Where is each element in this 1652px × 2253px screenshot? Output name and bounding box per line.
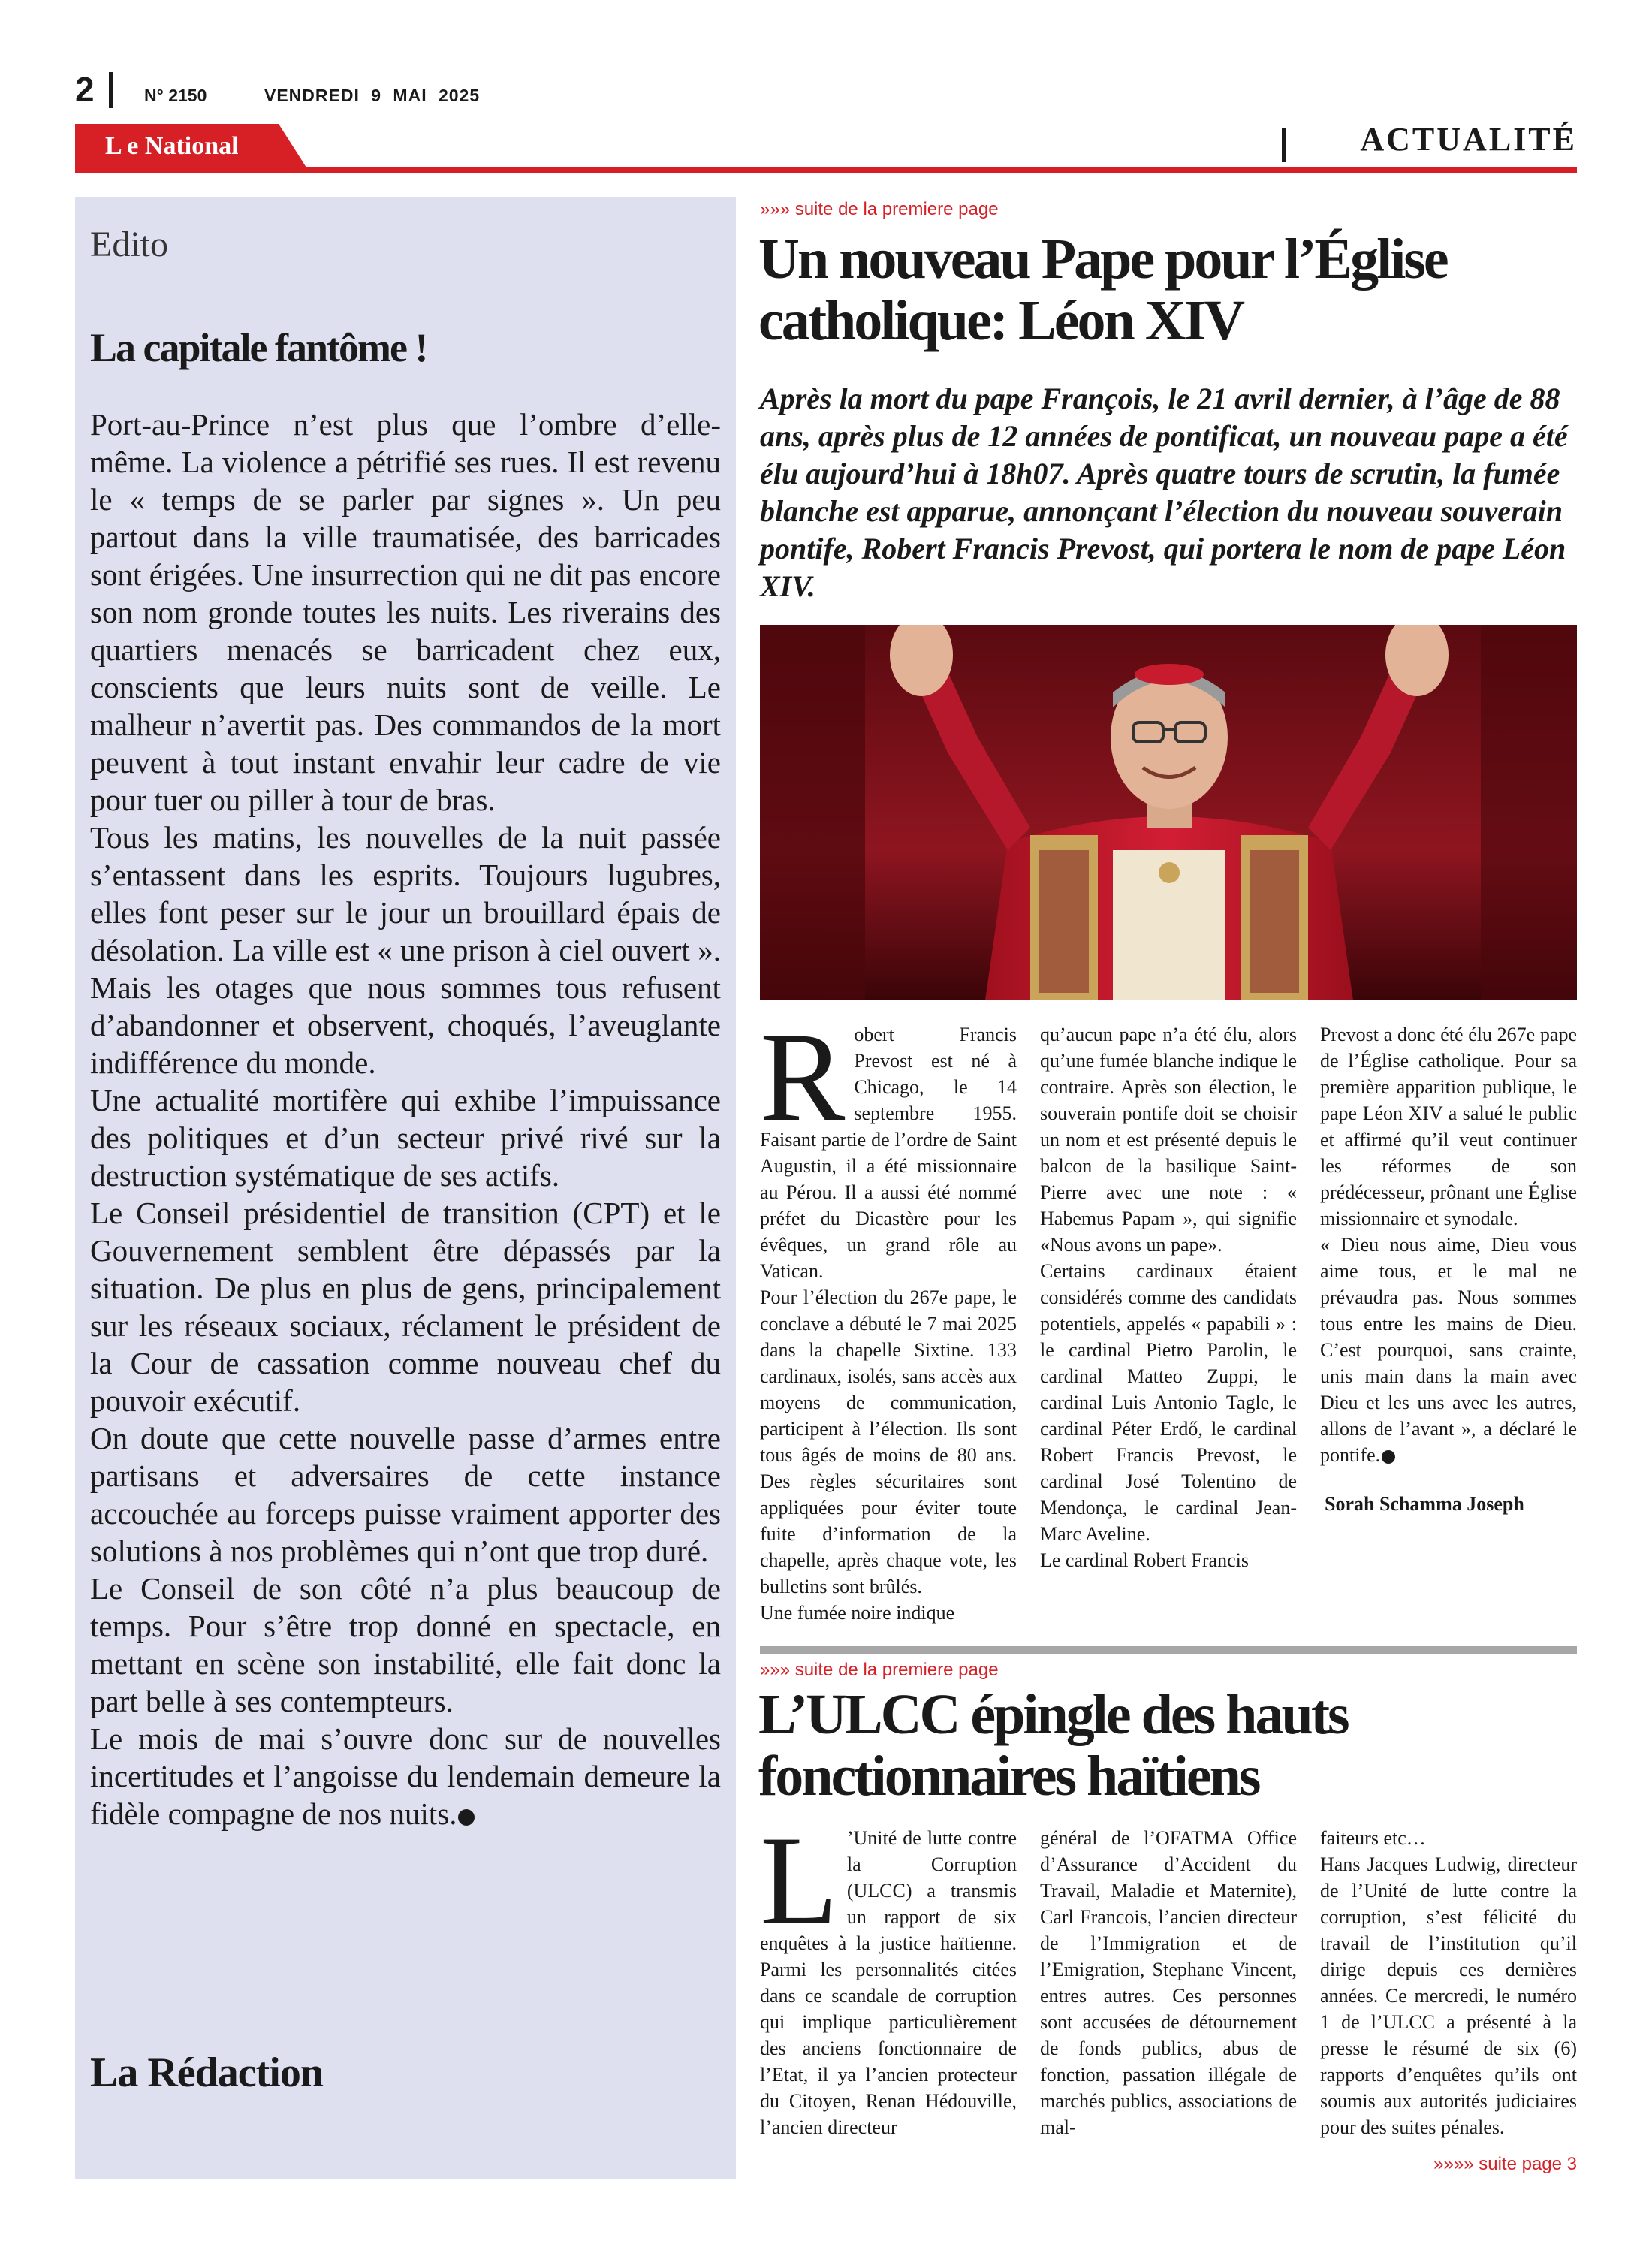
section-title: ACTUALITÉ xyxy=(1360,121,1577,158)
edito-paragraph: Une actualité mortifère qui exhibe l’impuissance des politiques et d’un secteur privé rivé sur la destruction systématique de ses actifs. xyxy=(90,1083,721,1193)
article1-paragraph-last xyxy=(1320,1232,1577,1468)
article1-dropcap: R xyxy=(760,1006,846,1148)
article1-headline-line: catholique: Léon XIV xyxy=(758,289,1244,352)
article1-paragraph: Le cardinal Robert Francis xyxy=(1040,1549,1249,1571)
brand-name: L e National xyxy=(105,132,239,160)
edito-paragraph: Le Conseil présidentiel de transition (CPT) et le Gouvernement semblent être dépassés par la situation. De plus en plus de gens, principalement sur les réseaux sociaux, réclament le président de la Cour de cassation comme nouveau chef du pouvoir exécutif. xyxy=(90,1196,721,1418)
article2-paragraph: général de l’OFATMA Office d’Assurance d’Accident du Travail, Maladie et Maternite), Carl Francois, l’ancien directeur de l’Immigration et de l’Emigration, Stephane Vincent, entres autres. Ces personnes sont accusées de détournement de fonds publics, abus de fonction, passation illégale de marchés publics, associations de mal- xyxy=(1040,1827,1297,2138)
article2-dropcap: L xyxy=(760,1810,838,1951)
section-divider xyxy=(1282,128,1286,162)
article1-headline xyxy=(758,228,1577,351)
article1-paragraph: Une fumée noire indique xyxy=(760,1602,955,1624)
pope-photo xyxy=(760,625,1577,1000)
article2-headline-line: fonctionnaires haïtiens xyxy=(758,1745,1259,1808)
article2-paragraph: ’Unité de lutte contre la Corruption (ULCC) a transmis un rapport de six enquêtes à la justice haïtienne. Parmi les personnalités citées dans ce scandale de corruption qui implique particulièrement des anciens fonctionnaire de l’Etat, il ya l’ancien protecteur du Citoyen, Renan Hédouville, l’ancien directeur xyxy=(760,1827,1017,2138)
edito-paragraph: Le Conseil de son côté n’a plus beaucoup de temps. Pour s’être trop donné en spectacle, en mettant en scène son instabilité, elle fait donc la part belle à ses contempteurs. xyxy=(90,1571,721,1718)
article1-paragraph-text: « Dieu nous aime, Dieu vous aime tous, et le mal ne prévaudra pas. Nous sommes tous entre les mains de Dieu. C’est pourquoi, sans crainte, unis main dans la main avec Dieu et les uns avec les autres, allons de l’avant », a déclaré le pontife. xyxy=(1320,1234,1577,1466)
edito-paragraph-last xyxy=(90,1720,721,1832)
page-number: 2 xyxy=(75,70,95,109)
header-rule xyxy=(75,167,1577,173)
article1-lead: Après la mort du pape François, le 21 avril dernier, à l’âge de 88 ans, après plus de 12 années de pontificat, un nouveau pape a été élu aujourd’hui à 18h07. Après quatre tours de scrutin, la fumée blanche est apparue, annonçant l’élection du nouveau souverain pontife, Robert Francis Prevost, qui portera le nom de pape Léon XIV. xyxy=(760,382,1568,603)
article-divider xyxy=(760,1646,1577,1654)
issue-date: VENDREDI 9 MAI 2025 xyxy=(264,86,481,105)
edito-paragraph-text: Le mois de mai s’ouvre donc sur de nouvelles incertitudes et l’angoisse du lendemain demeure la fidèle compagne de nos nuits. xyxy=(90,1721,721,1831)
article1-paragraph: qu’aucun pape n’a été élu, alors qu’une fumée blanche indique le contraire. Après son élection, le souverain pontife doit se choisir un nom et est présenté depuis le balcon de la basilique Saint-Pierre avec une note : « Habemus Papam », qui signifie «Nous avons un pape». xyxy=(1040,1024,1297,1256)
end-of-article-icon xyxy=(458,1809,475,1826)
edito-body xyxy=(90,406,721,1832)
article2-column-2 xyxy=(1040,1825,1297,2140)
header-divider xyxy=(109,72,113,108)
article2-paragraph: faiteurs etc… xyxy=(1320,1827,1426,1849)
article1-paragraph: Pour l’élection du 267e pape, le conclave a débuté le 7 mai 2025 dans la chapelle Sixtine. 133 cardinaux, isolés, sans accès aux moyens de communication, participent à l’élection. Ils sont tous âgés de moins de 80 ans. Des règles sécuritaires sont appliquées pour éviter toute fuite d’information de la chapelle, après chaque vote, les bulletins sont brûlés. xyxy=(760,1286,1017,1597)
article1-column-2 xyxy=(1040,1021,1297,1573)
article2-paragraph: Hans Jacques Ludwig, directeur de l’Unité de lutte contre la corruption, s’est félicité du travail de l’institution qu’il dirige depuis ces dernières années. Ce mercredi, le numéro 1 de l’ULCC a présenté à la presse le résumé de six (6) rapports d’enquêtes qu’ils ont soumis aux autorités judiciaires pour des suites pénales. xyxy=(1320,1853,1577,2138)
article1-paragraph: Prevost a donc été élu 267e pape de l’Église catholique. Pour sa première apparition publique, le pape Léon XIV a salué le public et affirmé qu’il veut continuer les réformes de son prédécesseur, prônant une Église missionnaire et synodale. xyxy=(1320,1024,1577,1229)
article1-headline-line: Un nouveau Pape pour l’Église xyxy=(758,228,1447,291)
edito-paragraph: Tous les matins, les nouvelles de la nuit passée s’entassent dans les esprits. Toujours lugubres, elles font peser sur le jour un brouillard épais de désolation. La ville est « une prison à ciel ouvert ». Mais les otages que nous sommes tous refusent d’abandonner et observent, choqués, l’aveuglante indifférence du monde. xyxy=(90,820,721,1080)
end-of-article-icon xyxy=(1382,1450,1395,1464)
article1-column-1 xyxy=(760,1006,1017,1626)
edito-label: Edito xyxy=(90,225,168,264)
pope-photo-illustration xyxy=(760,625,1577,1000)
article1-paragraph: Certains cardinaux étaient considérés comme des candidats potentiels, appelés « papabili » : le cardinal Pietro Parolin, le cardinal Matteo Zuppi, le cardinal Luis Antonio Tagle, le cardinal Péter Erdő, le cardinal Robert Francis Prevost, le cardinal José Tolentino de Mendonça, le cardinal Jean-Marc Aveline. xyxy=(1040,1260,1297,1545)
article2-headline xyxy=(758,1684,1577,1807)
article2-column-1 xyxy=(760,1810,1017,2140)
article2-kicker: »»» suite de la premiere page xyxy=(760,1660,999,1680)
continued-link[interactable]: »»»» suite page 3 xyxy=(1433,2154,1577,2174)
article1-paragraph: obert Francis Prevost est né à Chicago, le 14 septembre 1955. Faisant partie de l’ordre de Saint Augustin, il a été missionnaire au Pérou. Il a aussi été nommé préfet du Dicastère pour les évêques, un grand rôle au Vatican. xyxy=(760,1024,1017,1282)
edito-paragraph: On doute que cette nouvelle passe d’armes entre partisans et adversaires de cette instance accouchée au forceps puisse vraiment apporter des solutions à nos problèmes qui n’ont que trop duré. xyxy=(90,1421,721,1568)
article1-author: Sorah Schamma Joseph xyxy=(1325,1493,1524,1515)
edito-paragraph: Port-au-Prince n’est plus que l’ombre d’elle-même. La violence a pétrifié ses rues. Il est revenu le « temps de se parler par signes ». Un peu partout dans la ville traumatisée, des barricades sont érigées. Une insurrection qui ne dit pas encore son nom gronde toutes les nuits. Les riverains des quartiers menacés se barricadent chez eux, conscients que leurs nuits sont de veille. Le malheur n’avertit pas. Des commandos de la mort peuvent à tout instant envahir leur cadre de vie pour tuer ou piller à tour de bras. xyxy=(90,407,721,817)
article1-column-3 xyxy=(1320,1021,1577,1517)
article2-column-3 xyxy=(1320,1825,1577,2140)
issue-number: N° 2150 xyxy=(144,86,207,105)
edito-signature: La Rédaction xyxy=(90,2049,323,2096)
article1-kicker: »»» suite de la premiere page xyxy=(760,199,999,219)
article2-headline-line: L’ULCC épingle des hauts xyxy=(758,1683,1348,1746)
edito-title: La capitale fantôme ! xyxy=(90,325,427,370)
